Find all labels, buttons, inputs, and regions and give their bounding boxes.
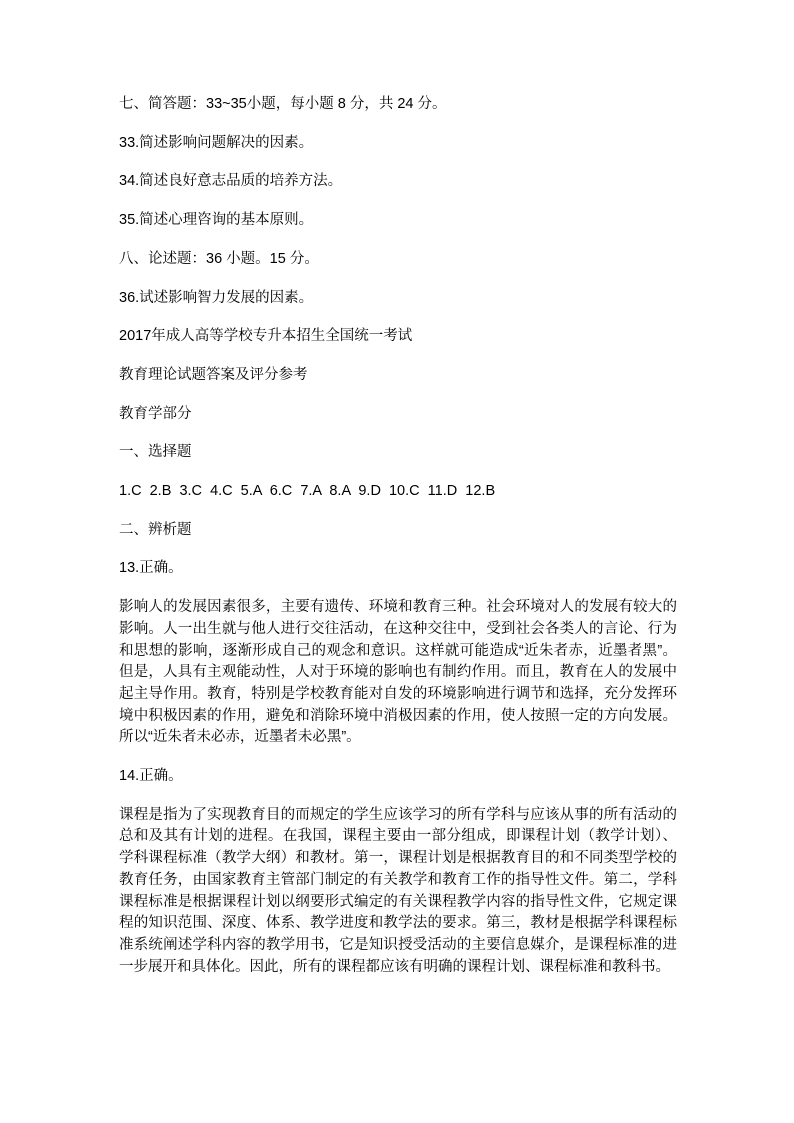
section-heading-multiple-choice: 一、选择题 bbox=[119, 444, 192, 461]
multiple-choice-answers: 1.C 2.B 3.C 4.C 5.A 6.C 7.A 8.A 9.D 10.C 11.D 12.B bbox=[119, 483, 496, 500]
part-title-pedagogy: 教育学部分 bbox=[119, 405, 192, 422]
answer-13-verdict: 13.正确。 bbox=[119, 560, 183, 577]
answer-key-title: 教育理论试题答案及评分参考 bbox=[119, 366, 308, 383]
answer-13-explanation: 影响人的发展因素很多，主要有遗传、环境和教育三种。社会环境对人的发展有较大的影响。人一出生就与他人进行交往活动，在这种交往中，受到社会各类人的言论、行为和思想的影响，逐渐形成自己的观念和意识。这样就可能造成“近朱者赤，近墨者黑”。但是，人具有主观能动性，人对于环境的影响也有制约作用。而且，教育在人的发展中起主导作用。教育，特别是学校教育能对自发的环境影响进行调节和选择，充分发挥环境中积极因素的作用，避免和消除环境中消极因素的作用，使人按照一定的方向发展。所以“近朱者未必赤，近墨者未必黑”。 bbox=[119, 599, 677, 746]
document-content bbox=[119, 94, 677, 995]
question-33: 33.简述影响问题解决的因素。 bbox=[119, 134, 314, 151]
question-34: 34.简述良好意志品质的培养方法。 bbox=[119, 173, 343, 190]
answer-14-verdict: 14.正确。 bbox=[119, 768, 183, 785]
section-heading-essay: 八、论述题：36 小题。15 分。 bbox=[119, 250, 319, 267]
question-36: 36.试述影响智力发展的因素。 bbox=[119, 289, 314, 306]
section-heading-short-answer: 七、简答题：33~35小题，每小题 8 分，共 24 分。 bbox=[119, 96, 447, 112]
section-heading-discrimination: 二、辨析题 bbox=[119, 521, 192, 538]
exam-title: 2017年成人高等学校专升本招生全国统一考试 bbox=[119, 328, 413, 345]
question-35: 35.简述心理咨询的基本原则。 bbox=[119, 212, 314, 229]
answer-14-explanation: 课程是指为了实现教育目的而规定的学生应该学习的所有学科与应该从事的所有活动的总和及其有计划的进程。在我国，课程主要由一部分组成，即课程计划（教学计划）、学科课程标准（教学大纲）和教材。第一，课程计划是根据教育目的和不同类型学校的教育任务，由国家教育主管部门制定的有关教学和教育工作的指导性文件。第二，学科课程标准是根据课程计划以纲要形式编定的有关课程教学内容的指导性文件，它规定课程的知识范围、深度、体系、教学进度和教学法的要求。第三，教材是根据学科课程标准系统阐述学科内容的教学用书，它是知识授受活动的主要信息媒介，是课程标准的进一步展开和具体化。因此，所有的课程都应该有明确的课程计划、课程标准和教科书。 bbox=[119, 806, 677, 975]
